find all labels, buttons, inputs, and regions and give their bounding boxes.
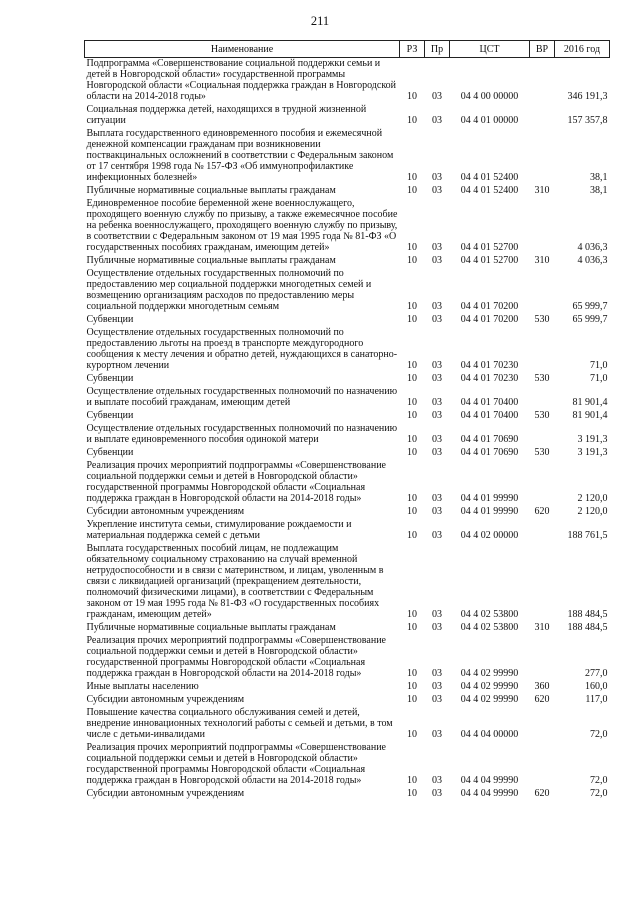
row-cst: 04 4 02 99990 xyxy=(460,681,519,692)
table-row xyxy=(85,128,610,185)
table-row xyxy=(85,460,610,506)
table-row xyxy=(85,198,610,255)
row-sum: 117,0 xyxy=(585,694,608,705)
row-sum: 72,0 xyxy=(590,788,608,799)
row-name: Выплата государственного единовременного пособия и ежемесячной денежной компенсации гражданам при возникновении поствакцинальных осложнений в соответствии с Федеральным законом от 17 сентября 1998 года № 157-ФЗ «Об иммунопрофилактике инфекционных болезней» xyxy=(86,128,394,183)
row-pr: 03 xyxy=(432,775,442,786)
table-row xyxy=(85,373,610,386)
row-cst: 04 4 01 52700 xyxy=(460,255,519,266)
table-row xyxy=(85,268,610,314)
row-rz: 10 xyxy=(407,668,417,679)
table-row xyxy=(85,314,610,327)
row-name: Иные выплаты населению xyxy=(86,681,199,692)
row-sum: 2 120,0 xyxy=(577,506,608,517)
row-pr: 03 xyxy=(432,410,442,421)
row-pr: 03 xyxy=(432,434,442,445)
row-rz: 10 xyxy=(407,360,417,371)
row-sum: 38,1 xyxy=(590,185,608,196)
row-name: Осуществление отдельных государственных полномочий по назначению и выплате пособий гражданам, имеющим детей xyxy=(86,386,398,408)
row-sum: 188 484,5 xyxy=(567,609,608,620)
row-rz: 10 xyxy=(407,775,417,786)
row-cst: 04 4 01 70400 xyxy=(460,410,519,421)
row-name: Укрепление института семьи, стимулирование рождаемости и материальная поддержка семей с детьми xyxy=(86,519,352,541)
row-vr: 310 xyxy=(534,185,550,196)
table-row xyxy=(85,255,610,268)
row-name: Субвенции xyxy=(86,314,134,325)
row-cst: 04 4 01 70690 xyxy=(460,447,519,458)
row-name: Публичные нормативные социальные выплаты гражданам xyxy=(86,185,336,196)
table-row xyxy=(85,386,610,410)
row-vr: 310 xyxy=(534,622,550,633)
row-pr: 03 xyxy=(432,493,442,504)
row-vr: 530 xyxy=(534,447,550,458)
row-sum: 81 901,4 xyxy=(572,397,608,408)
row-vr: 620 xyxy=(534,694,550,705)
row-pr: 03 xyxy=(432,314,442,325)
row-name: Реализация прочих мероприятий подпрограммы «Совершенствование социальной поддержки семьи и детей в Новгородской области» государственной программы Новгородской области «Социальная поддержка граждан в Новгородской области на 2014-2018 годы» xyxy=(86,635,386,679)
row-name: Публичные нормативные социальные выплаты гражданам xyxy=(86,255,336,266)
row-pr: 03 xyxy=(432,373,442,384)
row-rz: 10 xyxy=(407,301,417,312)
row-pr: 03 xyxy=(432,360,442,371)
row-name: Субсидии автономным учреждениям xyxy=(86,506,245,517)
row-sum: 3 191,3 xyxy=(577,447,608,458)
row-name: Осуществление отдельных государственных полномочий по предоставлению мер социальной поддержки многодетных семей и возмещению организациям расходов по предоставлению меры социальной поддержки многодетным семьям xyxy=(86,268,372,312)
row-cst: 04 4 02 53800 xyxy=(460,622,519,633)
row-pr: 03 xyxy=(432,609,442,620)
row-cst: 04 4 01 70200 xyxy=(460,301,519,312)
row-cst: 04 4 01 99990 xyxy=(460,506,519,517)
row-name: Единовременное пособие беременной жене военнослужащего, проходящего военную службу по призыву, а также ежемесячное пособие на ребенка военнослужащего, проходящего военную службу по призыву, в соответствии с Федеральным законом от 19 мая 1995 года № 81-ФЗ «О государственных пособиях гражданам, имеющим детей» xyxy=(86,198,398,253)
row-cst: 04 4 01 52400 xyxy=(460,185,519,196)
row-vr xyxy=(530,519,555,543)
row-cst: 04 4 01 52400 xyxy=(460,172,519,183)
row-cst: 04 4 01 70200 xyxy=(460,314,519,325)
row-vr xyxy=(530,635,555,681)
row-cst: 04 4 01 99990 xyxy=(460,493,519,504)
row-sum: 157 357,8 xyxy=(567,115,608,126)
row-name: Реализация прочих мероприятий подпрограммы «Совершенствование социальной поддержки семьи и детей в Новгородской области» государственной программы Новгородской области «Социальная поддержка граждан в Новгородской области на 2014-2018 годы» xyxy=(86,460,386,504)
row-rz: 10 xyxy=(407,788,417,799)
header-rz: РЗ xyxy=(400,41,425,58)
row-name: Субвенции xyxy=(86,410,134,421)
row-vr: 310 xyxy=(534,255,550,266)
row-name: Выплата государственных пособий лицам, не подлежащим обязательному социальному страхованию на случай временной нетрудоспособности и в связи с материнством, и лицам, уволенным в связи с ликвидацией организаций (прекращением деятельности, полномочий физическими лицами), в соответствии с Федеральным законом от 19 мая 1995 года № 81-ФЗ «О государственных пособиях гражданам, имеющим детей» xyxy=(86,543,384,620)
row-sum: 65 999,7 xyxy=(572,301,608,312)
row-sum: 188 761,5 xyxy=(567,530,608,541)
header-pr: Пр xyxy=(425,41,450,58)
row-vr xyxy=(530,386,555,410)
table-row xyxy=(85,519,610,543)
row-rz: 10 xyxy=(407,493,417,504)
budget-table xyxy=(84,40,610,801)
row-rz: 10 xyxy=(407,694,417,705)
row-vr: 530 xyxy=(534,314,550,325)
row-pr: 03 xyxy=(432,530,442,541)
row-sum: 188 484,5 xyxy=(567,622,608,633)
row-sum: 4 036,3 xyxy=(577,255,608,266)
row-cst: 04 4 04 00000 xyxy=(460,729,519,740)
row-name: Социальная поддержка детей, находящихся в трудной жизненной ситуации xyxy=(86,104,367,126)
row-cst: 04 4 04 99990 xyxy=(460,775,519,786)
table-row xyxy=(85,543,610,622)
row-rz: 10 xyxy=(407,115,417,126)
row-name: Реализация прочих мероприятий подпрограммы «Совершенствование социальной поддержки семьи и детей в Новгородской области» государственной программы Новгородской области «Социальная поддержка граждан в Новгородской области на 2014-2018 годы» xyxy=(86,742,386,786)
row-rz: 10 xyxy=(407,434,417,445)
row-sum: 2 120,0 xyxy=(577,493,608,504)
row-vr xyxy=(530,128,555,185)
row-cst: 04 4 00 00000 xyxy=(460,91,519,102)
table-row xyxy=(85,327,610,373)
row-rz: 10 xyxy=(407,185,417,196)
row-vr: 360 xyxy=(534,681,550,692)
row-sum: 65 999,7 xyxy=(572,314,608,325)
row-vr xyxy=(530,58,555,105)
row-pr: 03 xyxy=(432,694,442,705)
table-row xyxy=(85,742,610,788)
row-rz: 10 xyxy=(407,622,417,633)
row-pr: 03 xyxy=(432,668,442,679)
row-vr xyxy=(530,460,555,506)
row-pr: 03 xyxy=(432,622,442,633)
table-row xyxy=(85,185,610,198)
row-sum: 4 036,3 xyxy=(577,242,608,253)
row-cst: 04 4 02 00000 xyxy=(460,530,519,541)
row-sum: 160,0 xyxy=(585,681,608,692)
row-rz: 10 xyxy=(407,172,417,183)
row-vr: 620 xyxy=(534,506,550,517)
row-rz: 10 xyxy=(407,681,417,692)
table-row xyxy=(85,410,610,423)
row-pr: 03 xyxy=(432,681,442,692)
table-body xyxy=(85,58,610,802)
table-row xyxy=(85,681,610,694)
row-vr xyxy=(530,198,555,255)
header-sum: 2016 год xyxy=(555,41,610,58)
row-sum: 71,0 xyxy=(590,373,608,384)
row-rz: 10 xyxy=(407,530,417,541)
row-rz: 10 xyxy=(407,314,417,325)
row-rz: 10 xyxy=(407,729,417,740)
table-row xyxy=(85,707,610,742)
row-rz: 10 xyxy=(407,410,417,421)
row-rz: 10 xyxy=(407,255,417,266)
row-sum: 346 191,3 xyxy=(567,91,608,102)
row-cst: 04 4 01 70230 xyxy=(460,360,519,371)
row-pr: 03 xyxy=(432,172,442,183)
row-name: Осуществление отдельных государственных полномочий по назначению и выплате единовременного пособия одинокой матери xyxy=(86,423,398,445)
row-sum: 72,0 xyxy=(590,729,608,740)
table-row xyxy=(85,506,610,519)
table-row xyxy=(85,58,610,105)
row-pr: 03 xyxy=(432,729,442,740)
row-pr: 03 xyxy=(432,397,442,408)
row-name: Публичные нормативные социальные выплаты гражданам xyxy=(86,622,336,633)
table-row xyxy=(85,635,610,681)
row-cst: 04 4 01 52700 xyxy=(460,242,519,253)
row-pr: 03 xyxy=(432,91,442,102)
row-name: Субвенции xyxy=(86,373,134,384)
row-rz: 10 xyxy=(407,506,417,517)
row-pr: 03 xyxy=(432,185,442,196)
header-cst: ЦСТ xyxy=(450,41,530,58)
row-sum: 71,0 xyxy=(590,360,608,371)
row-pr: 03 xyxy=(432,242,442,253)
page-number: 211 xyxy=(310,14,330,28)
row-vr xyxy=(530,707,555,742)
row-rz: 10 xyxy=(407,91,417,102)
row-cst: 04 4 02 99990 xyxy=(460,694,519,705)
row-name: Субсидии автономным учреждениям xyxy=(86,788,245,799)
table-row xyxy=(85,104,610,128)
row-name: Субвенции xyxy=(86,447,134,458)
row-pr: 03 xyxy=(432,255,442,266)
row-rz: 10 xyxy=(407,373,417,384)
header-vr: ВР xyxy=(530,41,555,58)
row-rz: 10 xyxy=(407,242,417,253)
row-cst: 04 4 01 70400 xyxy=(460,397,519,408)
row-cst: 04 4 01 00000 xyxy=(460,115,519,126)
table-row xyxy=(85,622,610,635)
row-cst: 04 4 02 53800 xyxy=(460,609,519,620)
row-rz: 10 xyxy=(407,609,417,620)
table-header-row xyxy=(85,41,610,58)
row-name: Субсидии автономным учреждениям xyxy=(86,694,245,705)
row-vr xyxy=(530,104,555,128)
row-vr xyxy=(530,423,555,447)
row-vr: 620 xyxy=(534,788,550,799)
row-pr: 03 xyxy=(432,506,442,517)
row-vr xyxy=(530,543,555,622)
row-name: Осуществление отдельных государственных полномочий по предоставлению льготы на проезд в транспорте междугородного сообщения к месту лечения и обратно детей, нуждающихся в санаторно-курортном лечении xyxy=(86,327,398,371)
row-vr: 530 xyxy=(534,373,550,384)
table-row xyxy=(85,447,610,460)
row-pr: 03 xyxy=(432,447,442,458)
row-name: Подпрограмма «Совершенствование социальной поддержки семьи и детей в Новгородской области» государственной программы Новгородской области «Социальная поддержка граждан в Новгородской области на 2014-2018 годы» xyxy=(86,58,397,102)
row-rz: 10 xyxy=(407,447,417,458)
row-vr xyxy=(530,268,555,314)
row-vr xyxy=(530,742,555,788)
row-cst: 04 4 02 99990 xyxy=(460,668,519,679)
row-name: Повышение качества социального обслуживания семей и детей, внедрение инновационных технологий работы с семьей и детьми, в том числе с детьми-инвалидами xyxy=(86,707,393,740)
row-pr: 03 xyxy=(432,788,442,799)
table-row xyxy=(85,694,610,707)
row-sum: 81 901,4 xyxy=(572,410,608,421)
table-row xyxy=(85,788,610,801)
table-row xyxy=(85,423,610,447)
row-pr: 03 xyxy=(432,301,442,312)
header-name: Наименование xyxy=(85,41,400,58)
row-sum: 3 191,3 xyxy=(577,434,608,445)
row-sum: 72,0 xyxy=(590,775,608,786)
row-cst: 04 4 01 70690 xyxy=(460,434,519,445)
row-cst: 04 4 01 70230 xyxy=(460,373,519,384)
row-pr: 03 xyxy=(432,115,442,126)
row-sum: 277,0 xyxy=(585,668,608,679)
row-cst: 04 4 04 99990 xyxy=(460,788,519,799)
row-rz: 10 xyxy=(407,397,417,408)
row-vr: 530 xyxy=(534,410,550,421)
row-vr xyxy=(530,327,555,373)
row-sum: 38,1 xyxy=(590,172,608,183)
